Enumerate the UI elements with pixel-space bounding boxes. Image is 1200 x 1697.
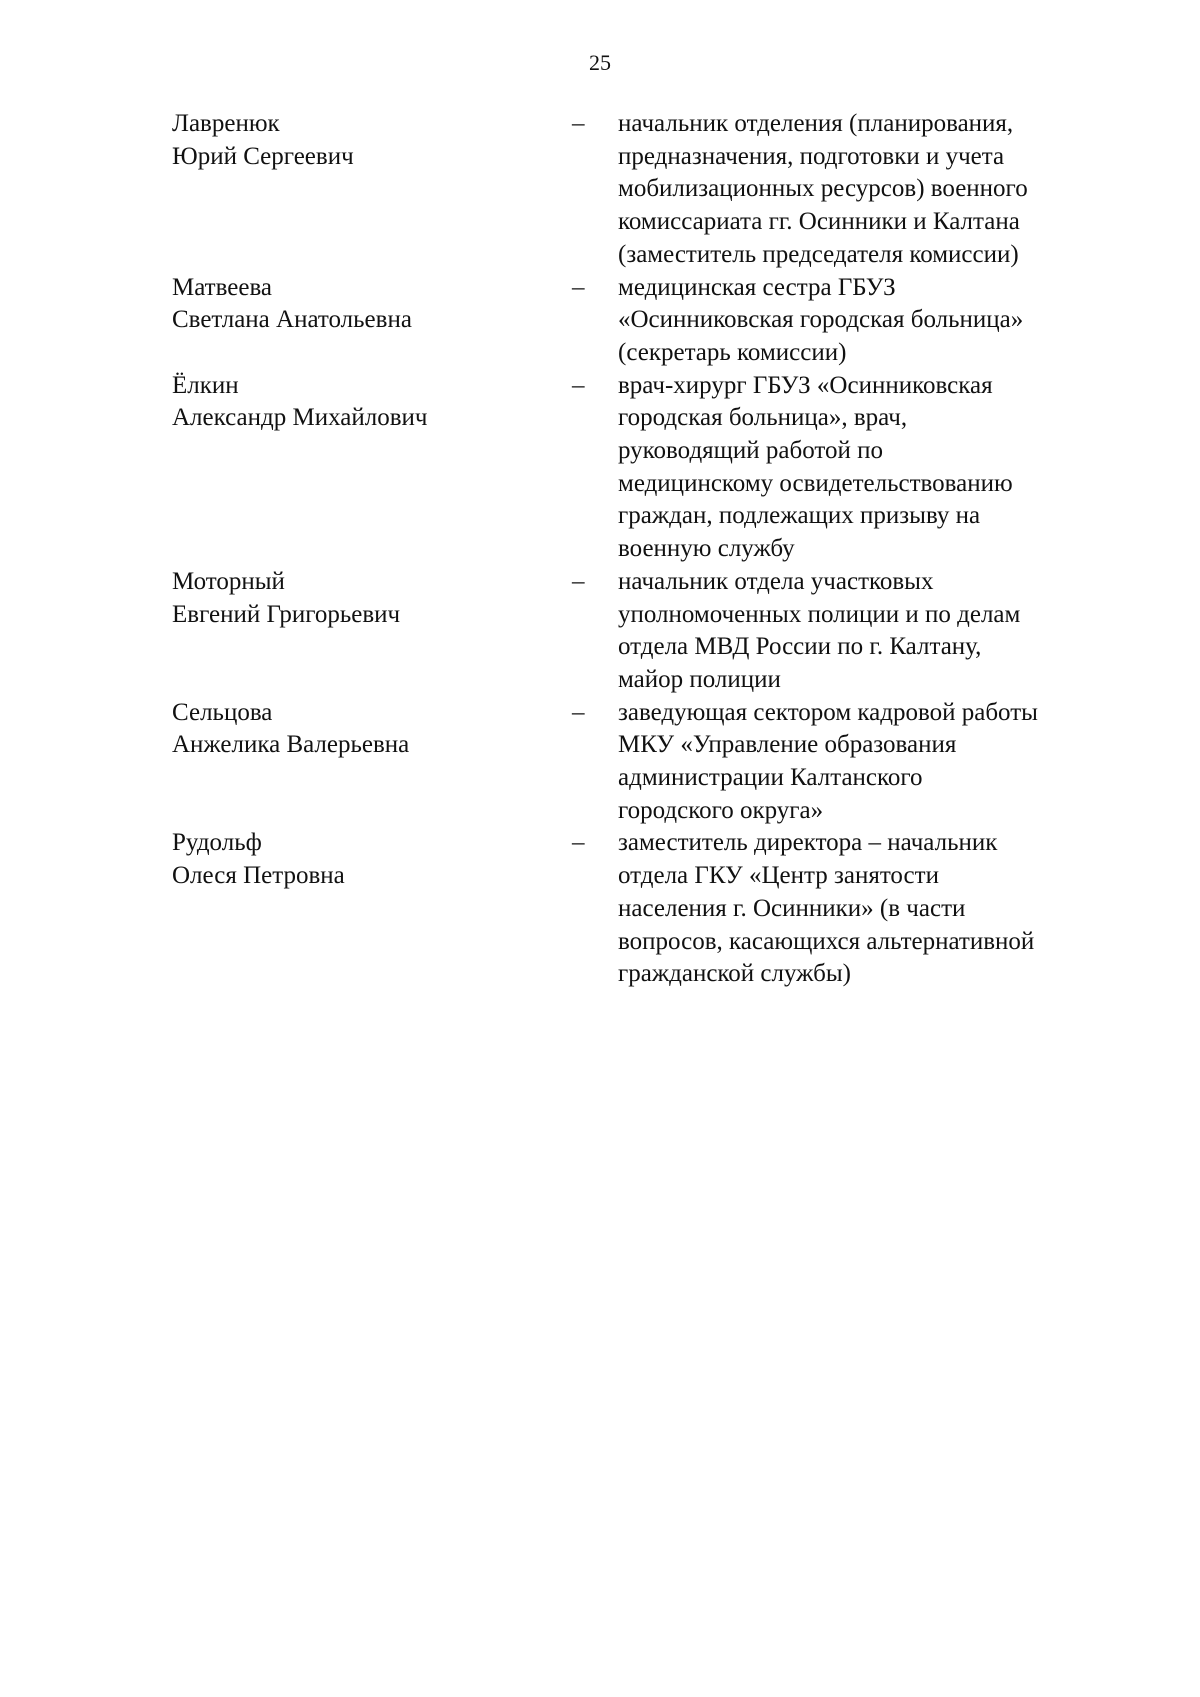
member-dash: – xyxy=(572,273,585,301)
member-role xyxy=(618,108,1112,272)
role-line: отдела МВД России по г. Калтану, xyxy=(618,633,982,661)
role-line: граждан, подлежащих призыву на xyxy=(618,502,981,530)
member-role xyxy=(618,566,1112,697)
member-name xyxy=(172,108,572,272)
member-surname: Лавренюк xyxy=(172,110,280,137)
role-line: уполномоченных полиции и по делам xyxy=(618,600,1021,628)
member-surname: Матвеева xyxy=(172,273,273,301)
role-line: «Осинниковская городская больница» xyxy=(618,306,1024,334)
role-line: отдела ГКУ «Центр занятости xyxy=(618,862,939,890)
role-line: МКУ «Управление образования xyxy=(618,731,957,759)
role-line: врач-хирург ГБУЗ «Осинниковская xyxy=(618,371,993,399)
member-dash: – xyxy=(572,110,585,137)
member-name xyxy=(172,697,572,828)
role-line: комиссариата гг. Осинники и Калтана xyxy=(618,208,1020,236)
commission-members-list xyxy=(172,108,1112,991)
role-line: заместитель директора – начальник xyxy=(618,829,998,857)
member-dash: – xyxy=(572,698,585,726)
role-line: начальник отделения (планирования, xyxy=(618,110,1014,137)
member-dash: – xyxy=(572,567,585,595)
role-line: администрации Калтанского xyxy=(618,764,923,792)
member-entry xyxy=(172,566,1112,697)
role-line: медицинская сестра ГБУЗ xyxy=(618,273,896,301)
member-entry xyxy=(172,827,1112,991)
member-entry xyxy=(172,108,1112,272)
page-number: 25 xyxy=(589,50,611,75)
member-entry xyxy=(172,370,1112,566)
member-surname: Ёлкин xyxy=(172,371,239,399)
role-line: предназначения, подготовки и учета xyxy=(618,142,1005,170)
role-line: медицинскому освидетельствованию xyxy=(618,469,1013,497)
role-line: гражданской службы) xyxy=(618,960,851,988)
member-given-names: Олеся Петровна xyxy=(172,862,345,890)
member-role xyxy=(618,272,1112,370)
member-entry xyxy=(172,272,1112,370)
role-line: вопросов, касающихся альтернативной xyxy=(618,927,1035,955)
role-line: (заместитель председателя комиссии) xyxy=(618,240,1019,268)
role-line: городского округа» xyxy=(618,796,824,824)
role-line: майор полиции xyxy=(618,665,781,693)
member-dash: – xyxy=(572,829,585,857)
role-line: мобилизационных ресурсов) военного xyxy=(618,175,1028,203)
member-name xyxy=(172,272,572,370)
member-entry xyxy=(172,697,1112,828)
member-dash: – xyxy=(572,371,585,399)
role-line: населения г. Осинники» (в части xyxy=(618,894,966,922)
role-line: (секретарь комиссии) xyxy=(618,338,847,366)
member-name xyxy=(172,370,572,566)
member-given-names: Александр Михайлович xyxy=(172,404,428,432)
member-name xyxy=(172,827,572,991)
member-given-names: Анжелика Валерьевна xyxy=(172,731,410,759)
role-line: военную службу xyxy=(618,535,795,563)
member-surname: Сельцова xyxy=(172,698,273,726)
member-role xyxy=(618,827,1112,991)
member-surname: Моторный xyxy=(172,567,285,595)
role-line: начальник отдела участковых xyxy=(618,567,934,595)
member-surname: Рудольф xyxy=(172,829,262,857)
member-given-names: Светлана Анатольевна xyxy=(172,306,412,334)
member-role xyxy=(618,370,1112,566)
member-name xyxy=(172,566,572,697)
role-line: руководящий работой по xyxy=(618,437,884,465)
member-given-names: Юрий Сергеевич xyxy=(172,142,354,170)
member-role xyxy=(618,697,1112,828)
role-line: городская больница», врач, xyxy=(618,404,908,432)
role-line: заведующая сектором кадровой работы xyxy=(618,698,1038,726)
member-given-names: Евгений Григорьевич xyxy=(172,600,401,628)
